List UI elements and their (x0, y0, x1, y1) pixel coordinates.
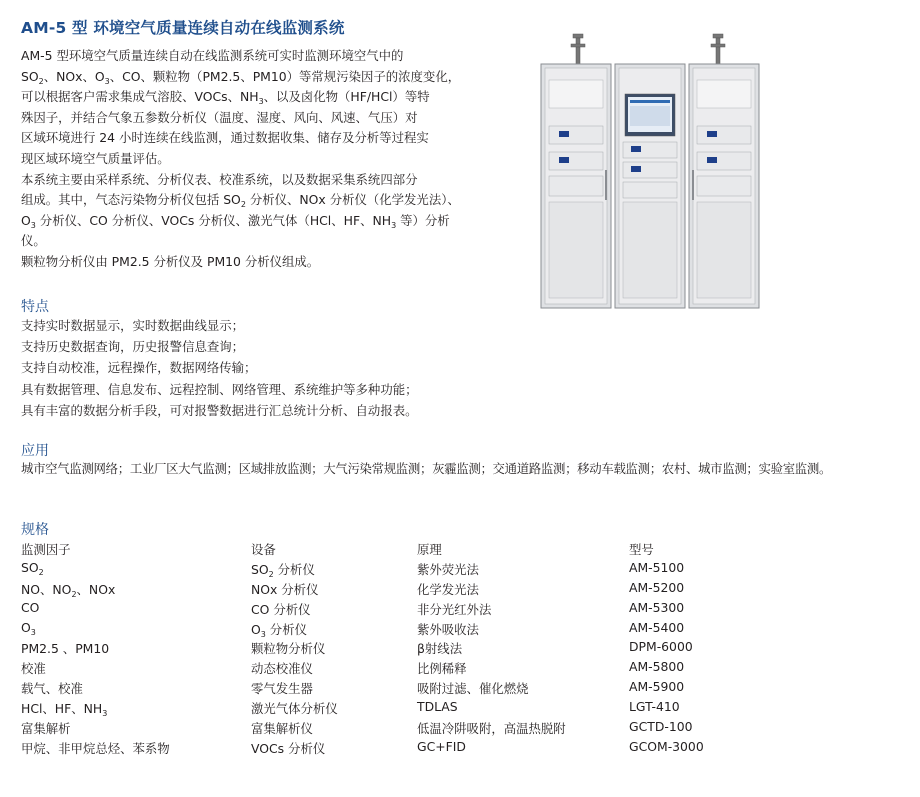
spec-cell: 吸附过滤、催化燃烧 (417, 681, 529, 697)
spec-cell: LGT-410 (629, 699, 680, 715)
subscript: 2 (240, 200, 246, 210)
spec-cell: $O_3$ 分析仪 (251, 621, 307, 639)
spec-cell: 颗粒物分析仪 (251, 641, 326, 657)
spec-cell: DPM-6000 (629, 639, 693, 655)
subscript: 2 (71, 589, 77, 599)
features-heading: 特点 (21, 299, 49, 315)
spec-cell: 校准 (21, 661, 46, 677)
feature-item: 支持历史数据查询，历史报警信息查询； (21, 339, 245, 355)
intro-text (21, 46, 473, 273)
spec-cell: 零气发生器 (251, 681, 313, 697)
spec-cell: AM-5400 (629, 619, 685, 635)
spec-cell: GCOM-3000 (629, 738, 704, 754)
cabinet-right (689, 64, 759, 308)
spec-cell: AM-5900 (629, 679, 685, 695)
intro-paragraph-2: 本系统主要由采样系统、分析仪表、校准系统，以及数据采集系统四部分 组成。其中，气态污染物分析仪包括 $SO_2$ 分析仪、NOx 分析仪（化学发光法）、 $O_3$ 分析仪、CO 分析仪、VOCs 分析仪、激光气体（HCl、HF、$NH_3$ 等）分析仪。 颗粒物分析仪由 PM2.5 分析仪及 PM10 分析仪组成。 (21, 171, 460, 269)
intro-paragraph-1: AM-5 型环境空气质量连续自动在线监测系统可实时监测环境空气中的 $SO_2$、NOx、$O_3$、CO、颗粒物（PM2.5、PM10）等常规污染因子的浓度变化， 可以根据客户需求集成气溶胶、VOCs、$NH_3$、以及卤化物（HF/HCl）等特 殊因子，并结合气象五参数分析仪（温度、湿度、风向、风速、气压）对 区域环境进行 24 小时连续在线监测，通过数据收集、储存及分析等过程实 现区域环境空气质量评估。 (21, 48, 461, 166)
feature-item: 支持自动校准，远程操作，数据网络传输； (21, 360, 257, 376)
spec-cell: 激光气体分析仪 (251, 701, 338, 717)
spec-cell: $O_3$ (21, 619, 36, 637)
spec-column-header: 原理 (417, 542, 442, 557)
applications-text: 城市空气监测网络；工业厂区大气监测；区域排放监测；大气污染常规监测；灰霾监测；交通道路监测；移动车载监测；农村、城市监测；实验室监测。 (21, 461, 832, 476)
subscript: 2 (268, 569, 274, 579)
spec-cell: VOCs 分析仪 (251, 740, 326, 756)
spec-cell: GCTD-100 (629, 719, 693, 735)
spec-cell: 化学发光法 (417, 581, 479, 597)
subscript: 3 (102, 709, 108, 719)
spec-cell: GC+FID (417, 738, 466, 754)
spec-cell: $SO_2$ (21, 559, 44, 577)
spec-cell: PM2.5 、PM10 (21, 641, 110, 657)
spec-column-header: 监测因子 (21, 542, 71, 557)
feature-item: 具有数据管理、信息发布、远程控制、网络管理、系统维护等多种功能； (21, 381, 418, 397)
subscript: 3 (30, 627, 36, 637)
spec-cell: 载气、校准 (21, 681, 83, 697)
subscript: 2 (38, 76, 44, 86)
cabinet-middle (615, 64, 685, 308)
spec-cell: AM-5300 (629, 599, 685, 615)
sampling-head-left (571, 34, 585, 64)
subscript: 3 (104, 76, 110, 86)
subscript: 3 (391, 220, 397, 230)
spec-cell: 紫外吸收法 (417, 621, 479, 637)
page-title: AM-5 型 环境空气质量连续自动在线监测系统 (21, 19, 345, 37)
subscript: 3 (30, 220, 36, 230)
spec-cell: CO 分析仪 (251, 601, 311, 617)
specs-heading: 规格 (21, 522, 49, 538)
spec-column-header: 型号 (629, 542, 654, 557)
spec-cell: 动态校准仪 (251, 661, 313, 677)
spec-cell: HCl、HF、$NH_3$ (21, 701, 108, 719)
spec-cell: NOx 分析仪 (251, 581, 319, 597)
spec-cell: $SO_2$ 分析仪 (251, 561, 315, 579)
spec-cell: 非分光红外法 (417, 601, 492, 617)
spec-cell: 紫外荧光法 (417, 561, 479, 577)
subscript: 3 (260, 629, 266, 639)
feature-item: 支持实时数据显示，实时数据曲线显示； (21, 318, 245, 333)
features-list (21, 315, 418, 421)
subscript: 2 (38, 567, 44, 577)
monitoring-cabinet-photo (535, 30, 763, 310)
spec-cell: 富集解析 (21, 721, 71, 737)
spec-cell: AM-5200 (629, 579, 685, 595)
spec-cell: TDLAS (417, 699, 458, 715)
applications-heading: 应用 (21, 443, 49, 459)
subscript: 3 (258, 97, 264, 107)
spec-column-header: 设备 (251, 542, 276, 557)
spec-cell: CO (21, 599, 40, 615)
spec-cell: 低温冷阱吸附，高温热脱附 (417, 721, 566, 737)
spec-cell: 富集解析仪 (251, 721, 313, 737)
cabinet-left (541, 64, 611, 308)
spec-cell: AM-5800 (629, 659, 685, 675)
spec-cell: 甲烷、非甲烷总烃、苯系物 (21, 740, 170, 756)
spec-cell: 比例稀释 (417, 661, 467, 677)
feature-item: 具有丰富的数据分析手段，可对报警数据进行汇总统计分析、自动报表。 (21, 402, 418, 418)
spec-cell: NO、$NO_2$、NOx (21, 581, 116, 599)
sampling-head-right (711, 34, 725, 64)
spec-cell: β射线法 (417, 641, 463, 657)
spec-cell: AM-5100 (629, 559, 685, 575)
